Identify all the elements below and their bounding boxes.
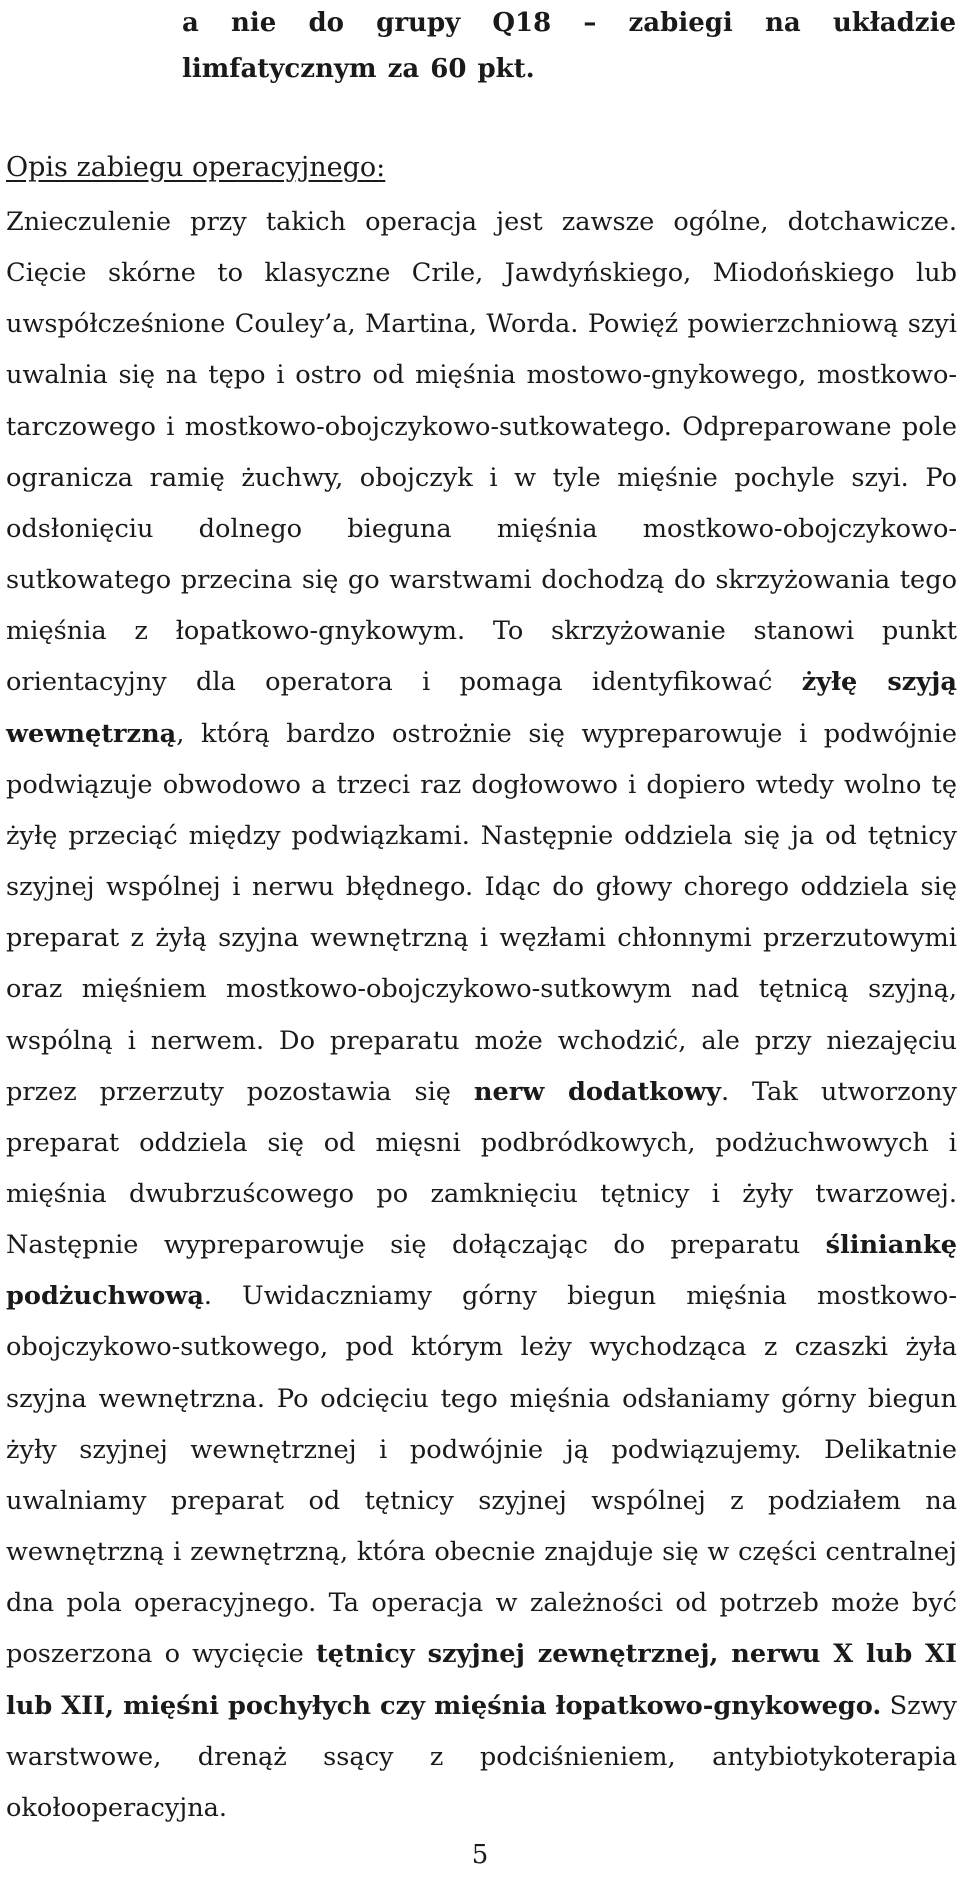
intro-paragraph xyxy=(182,0,956,92)
body-text-segment: Znieczulenie przy takich operacja jest zawsze ogólne, dotchawicze. Cięcie skórne to klasyczne Crile, Jawdyńskiego, Miodońskiego lub uwspółcześnione Couley’a, Martina, Worda. Powięź powierzchniową szyi uwalnia się na tępo i ostro od mięśnia mostowo-gnykowego, mostkowo-tarczowego i mostkowo-obojczykowo-sutkowatego. Odpreparowane pole ogranicza ramię żuchwy, obojczyk i w tyle mięśnie pochyle szyi. Po odsłonięciu dolnego bieguna mięśnia mostkowo-obojczykowo-sutkowatego przecina się go warstwami dochodzą do skrzyżowania tego mięśnia z łopatkowo-gnykowym. To skrzyżowanie stanowi punkt orientacyjny dla operatora i pomaga identyfikować xyxy=(6,207,957,698)
body-text-segment: . Tak utworzony preparat oddziela się od mięsni podbródkowych, podżuchwowych i mięśnia dwubrzuścowego po zamknięciu tętnicy i żyły twarzowej. Następnie wypreparowuje się dołączając do preparatu xyxy=(6,1076,958,1261)
body-text-segment: Szwy warstwowe, drenąż ssący z podciśnieniem, antybiotykoterapia okołooperacyjna. xyxy=(6,1690,957,1823)
body-text-segment: , którą bardzo ostrożnie się wypreparowuje i podwójnie podwiązuje obwodowo a trzeci raz dogłowowo i dopiero wtedy wolno tę żyłę przeciąć między podwiązkami. Następnie oddziela się ja od tętnicy szyjnej wspólnej i nerwu błędnego. Idąc do głowy chorego oddziela się preparat z żyłą szyjna wewnętrzną i węzłami chłonnymi przerzutowymi oraz mięśniem mostkowo-obojczykowo-sutkowym nad tętnicą szyjną, wspólną i nerwem. Do preparatu może wchodzić, ale przy niezajęciu przez przerzuty pozostawia się xyxy=(6,718,957,1107)
procedure-description xyxy=(6,197,957,1834)
bold-term-submandibular-gland: śliniankę podżuchwową xyxy=(6,1230,957,1312)
bold-term-extended-resection: tętnicy szyjnej zewnętrznej, nerwu X lub XI lub XII, mięśni pochyłych czy mięśnia łopatkowo-gnykowego. xyxy=(6,1639,957,1721)
bold-term-accessory-nerve: nerw dodatkowy xyxy=(473,1076,721,1107)
intro-line-2: limfatycznym za 60 pkt. xyxy=(182,54,535,84)
section-heading: Opis zabiegu operacyjnego: xyxy=(6,152,386,183)
body-text-segment: . Uwidaczniamy górny biegun mięśnia mostkowo-obojczykowo-sutkowego, pod którym leży wychodząca z czaszki żyła szyjna wewnętrzna. Po odcięciu tego mięśnia odsłaniamy górny biegun żyły szyjnej wewnętrznej i podwójnie ją podwiązujemy. Delikatnie uwalniamy preparat od tętnicy szyjnej wspólnej z podziałem na wewnętrzną i zewnętrzną, która obecnie znajduje się w części centralnej dna pola operacyjnego. Ta operacja w zależności od potrzeb może być poszerzona o wycięcie xyxy=(6,1281,957,1670)
bold-term-internal-jugular-vein: żyłę szyją wewnętrzną xyxy=(6,667,958,749)
page-number: 5 xyxy=(471,1840,489,1870)
intro-line-1: a nie do grupy Q18 – zabiegi na układzie xyxy=(182,8,956,38)
